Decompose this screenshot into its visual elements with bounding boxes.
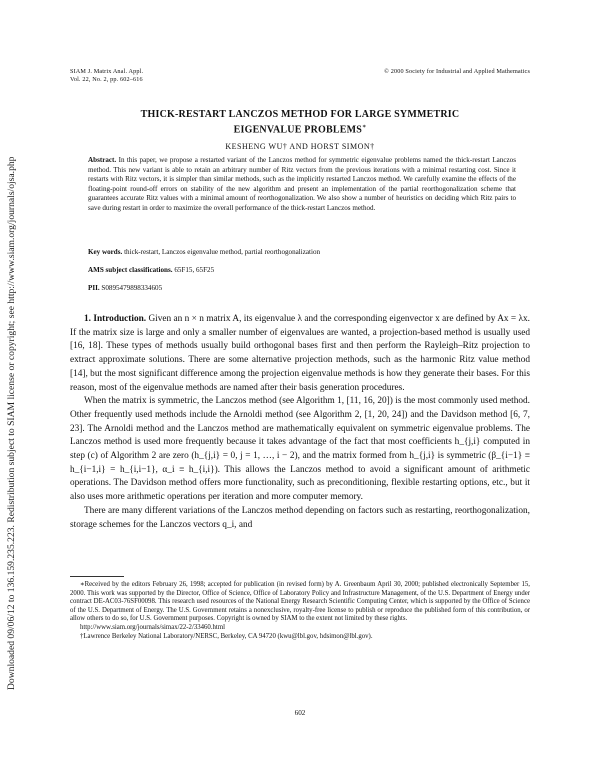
- intro-paragraph-1: [70, 313, 530, 395]
- keywords-text: thick-restart, Lanczos eigenvalue method, partial reorthogonalization: [124, 248, 321, 256]
- footnote-affiliation: †Lawrence Berkeley National Laboratory/NERSC, Berkeley, CA 94720 (kwu@lbl.gov, hdsimon@lbl.gov).: [80, 632, 373, 640]
- section-heading: 1. Introduction.: [84, 314, 147, 324]
- footnotes: [70, 581, 530, 641]
- footnote-received: ∗Received by the editors February 26, 1998; accepted for publication (in revised form) by A. Greenbaum April 30, 2000; published electronically September 15, 2000. This work was supported by the Director, Office of Science, Office of Laboratory Policy and Infrastructure Management, of the U.S. Department of Energy under contract DE-AC03-76SF00098. This research used resources of the National Energy Research Scientific Computing Center, which is supported by the Office of Science of the U.S. Department of Energy. The U.S. Government retains a nonexclusive, royalty-free license to publish or reproduce the published form of this contribution, or allow others to do so, for U.S. Government purposes. Copyright is owned by SIAM to the extent not limited by these rights.: [70, 581, 530, 623]
- title-line-1: THICK-RESTART LANCZOS METHOD FOR LARGE SYMMETRIC: [140, 109, 460, 120]
- intro-paragraph-2: When the matrix is symmetric, the Lanczos method (see Algorithm 1, [11, 16, 20]) is the most commonly used method. Other frequently used methods include the Arnoldi method (see Algorithm 2, [1, 20, 24]) and the Davidson method [6, 7, 23]. The Arnoldi method and the Lanczos method are mathematically equivalent on symmetric eigenvalue problems. The Lanczos method is used more frequently because it takes advantage of the fact that most coefficients h_{j,i} computed in step (c) of Algorithm 2 are zero (h_{j,i} = 0, j = 1, …, i − 2), and the matrix formed from h_{j,i} is symmetric (β_{i−1} ≡ h_{i−1,i} = h_{i,i−1}, α_i ≡ h_{i,i}). This allows the Lanczos method to avoid a significant amount of arithmetic operations. The Davidson method offers more functionality, such as preconditioning, flexible restarting options, etc., but it also uses more arithmetic operations per iteration and more computer memory.: [70, 396, 530, 503]
- introduction-section: [70, 313, 530, 532]
- download-notice-text: Downloaded 09/06/12 to 136.159.235.223. Redistribution subject to SIAM license or copyright; see http://www.siam.org/journals/ojsa.php: [6, 156, 17, 690]
- keywords: [88, 248, 516, 256]
- abstract-text: In this paper, we propose a restarted variant of the Lanczos method for symmetric eigenvalue problems named the thick-restart Lanczos method. This new variant is able to retain an arbitrary number of Ritz vectors from the previous iterations with a minimal restarting cost. Since it restarts with Ritz vectors, it is simpler than similar methods, such as the implicitly restarted Lanczos method. We carefully examine the effects of the floating-point round-off errors on stability of the new algorithm and present an implementation of the partial reorthogonalization scheme that guarantees accurate Ritz values with a minimal amount of reorthogonalization. We also show a number of heuristics on deciding which Ritz pairs to save during restart in order to maximize the overall performance of the thick-restart Lanczos method.: [88, 156, 516, 212]
- ams-label: AMS subject classifications.: [88, 266, 173, 274]
- pii: [88, 284, 516, 292]
- ams-classification: [88, 266, 516, 274]
- keywords-label: Key words.: [88, 248, 123, 256]
- intro-paragraph-3: There are many different variations of the Lanczos method depending on factors such as restarting, reorthogonalization, storage schemes for the Lanczos vectors q_i, and: [70, 505, 530, 530]
- authors: KESHENG WU† AND HORST SIMON†: [225, 142, 375, 151]
- abstract: [88, 156, 516, 214]
- intro-paragraph-1-text: Given an n × n matrix A, its eigenvalue λ and the corresponding eigenvector x are defined by Ax = λx. If the matrix size is large and only a smaller number of eigenvalues are wanted, a projection-based method is usually used [16, 18]. These types of methods usually build orthogonal bases first and then perform the Rayleigh–Ritz projection to extract approximate solutions. There are some alternative projection methods, such as the harmonic Ritz value method [14], but the most significant difference among the projection eigenvalue methods is how they generate their bases. For this reason, most of the eigenvalue methods are named after their basis generation procedures.: [70, 314, 530, 393]
- footnote-url[interactable]: http://www.siam.org/journals/simax/22-2/33460.html: [80, 623, 225, 631]
- journal-name: SIAM J. Matrix Anal. Appl.: [70, 68, 144, 75]
- title-footnote-mark: ∗: [362, 124, 367, 130]
- pii-text: S0895479898334605: [101, 284, 163, 292]
- page-number: 602: [294, 709, 306, 717]
- footnote-rule: [70, 576, 124, 577]
- copyright-notice: © 2000 Society for Industrial and Applied Mathematics: [384, 68, 530, 75]
- paper-title: [70, 108, 530, 136]
- abstract-label: Abstract.: [88, 156, 117, 164]
- ams-text: 65F15, 65F25: [174, 266, 215, 274]
- download-notice: [4, 90, 18, 690]
- title-line-2: EIGENVALUE PROBLEMS: [233, 124, 362, 136]
- pii-label: PII.: [88, 284, 100, 292]
- volume-info: Vol. 22, No. 2, pp. 602–616: [70, 76, 143, 83]
